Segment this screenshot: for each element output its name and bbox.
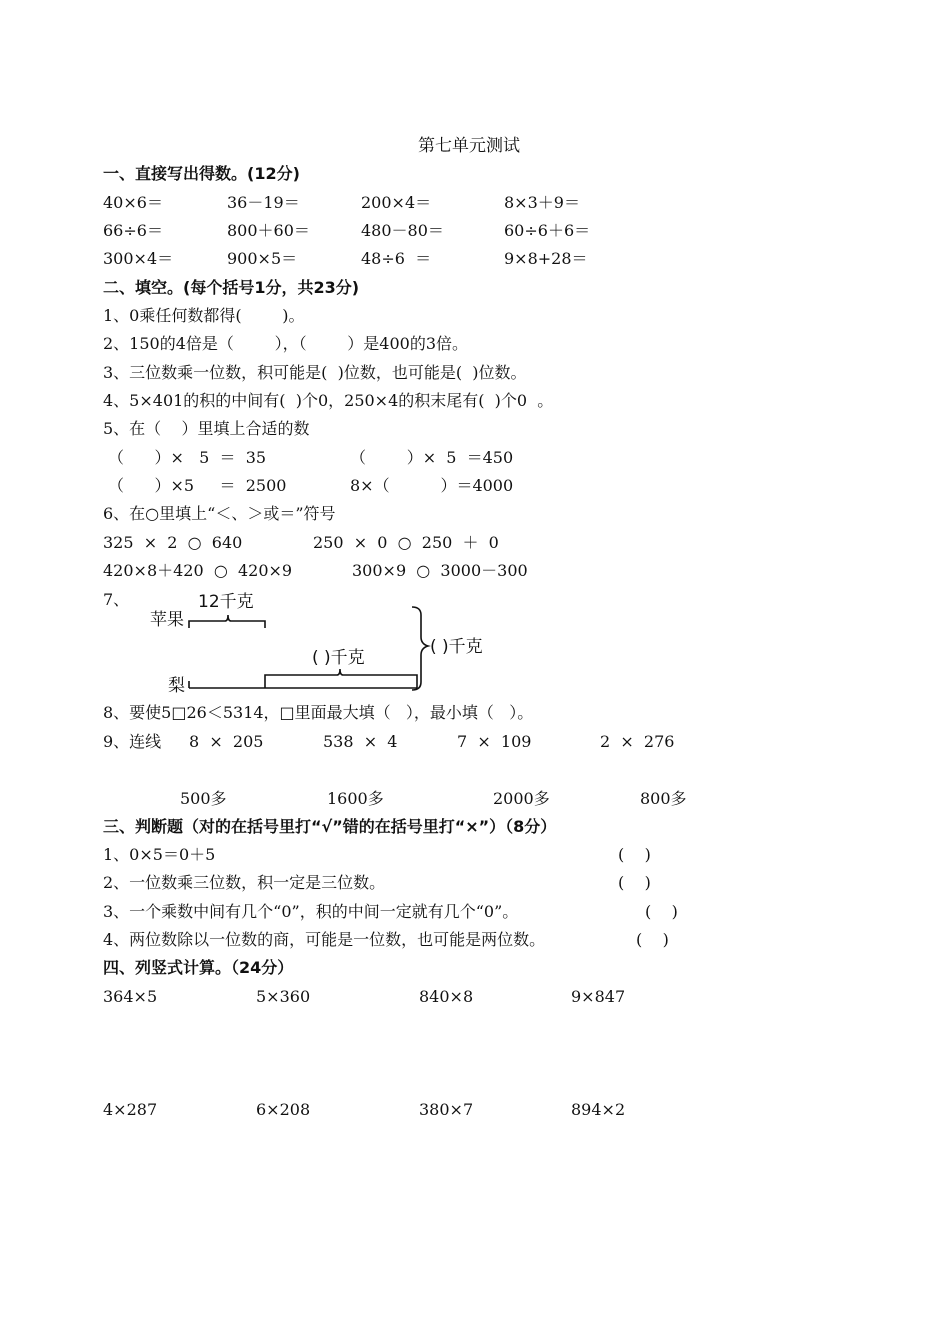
total-label: ( )千克 (430, 637, 483, 657)
total-brace (412, 607, 428, 690)
s2-question-3: 3、三位数乘一位数，积可能是( )位数，也可能是( )位数。 (103, 363, 527, 382)
s3-item-mark: ( ) (618, 873, 651, 892)
s1-item: 40×6＝ (103, 193, 163, 212)
apple-bracket (189, 615, 265, 628)
s4-problem: 9×847 (571, 987, 626, 1006)
s3-item: 2、一位数乘三位数，积一定是三位数。 (103, 873, 386, 892)
s2-question-8: 8、要使5□26＜5314，□里面最大填（ ），最小填（ ）。 (103, 703, 534, 722)
apple-pear-diagram (140, 585, 560, 700)
pear-label: 梨 (168, 676, 185, 696)
s2-q5-a: （ ）× 5 ＝ 35 (108, 448, 267, 467)
s2-q5-c: （ ）×5 ＝ 2500 (108, 476, 287, 495)
pear-part-bracket (265, 669, 417, 681)
q9-answer: 500多 (180, 789, 227, 808)
s3-item-mark: ( ) (636, 930, 669, 949)
s1-item: 900×5＝ (227, 249, 298, 268)
apple-weight-label: 12千克 (198, 592, 254, 612)
s1-item: 8×3＋9＝ (504, 193, 580, 212)
page-title: 第七单元测试 (418, 136, 520, 156)
s4-problem: 364×5 (103, 987, 158, 1006)
s1-item: 9×8+28＝ (504, 249, 588, 268)
s3-item-mark: ( ) (618, 845, 651, 864)
section-2-heading: 二、填空。(每个括号1分，共23分) (103, 278, 360, 297)
s1-item: 36－19＝ (227, 193, 300, 212)
pear-part-label: ( )千克 (312, 648, 365, 668)
s1-item: 300×4＝ (103, 249, 174, 268)
s2-question-7: 7、 (103, 590, 130, 609)
s3-item: 4、两位数除以一位数的商，可能是一位数，也可能是两位数。 (103, 930, 546, 949)
s2-question-9: 9、连线 (103, 732, 162, 751)
s4-problem: 6×208 (256, 1100, 311, 1119)
q9-expression: 2 × 276 (600, 732, 675, 751)
s4-problem: 840×8 (419, 987, 474, 1006)
section-3-heading: 三、判断题（对的在括号里打“√”错的在括号里打“×”）（8分） (103, 817, 557, 836)
s3-item: 1、0×5＝0＋5 (103, 845, 216, 864)
s3-item: 3、一个乘数中间有几个“0”，积的中间一定就有几个“0”。 (103, 902, 519, 921)
q9-expression: 8 × 205 (189, 732, 264, 751)
s2-q6-d: 300×9 ○ 3000－300 (352, 561, 528, 580)
q9-expression: 7 × 109 (457, 732, 532, 751)
q9-answer: 1600多 (327, 789, 384, 808)
s2-question-2: 2、150的4倍是（ ），（ ）是400的3倍。 (103, 334, 468, 353)
s1-item: 200×4＝ (361, 193, 432, 212)
apple-label: 苹果 (150, 610, 184, 630)
s4-problem: 894×2 (571, 1100, 626, 1119)
s2-q5-d: 8×（ ）＝4000 (350, 476, 514, 495)
s2-question-5: 5、在（ ）里填上合适的数 (103, 419, 310, 438)
s2-question-6: 6、在○里填上“＜、＞或＝”符号 (103, 504, 336, 523)
s2-q6-c: 420×8＋420 ○ 420×9 (103, 561, 293, 580)
s4-problem: 4×287 (103, 1100, 158, 1119)
s4-problem: 380×7 (419, 1100, 474, 1119)
s2-question-4: 4、5×401的积的中间有( )个0，250×4的积末尾有( )个0 。 (103, 391, 554, 410)
s2-q6-b: 250 × 0 ○ 250 ＋ 0 (313, 533, 499, 552)
s1-item: 480－80＝ (361, 221, 444, 240)
section-4-heading: 四、列竖式计算。（24分） (103, 958, 294, 977)
s1-item: 48÷6 ＝ (361, 249, 432, 268)
s1-item: 60÷6＋6＝ (504, 221, 591, 240)
section-1-heading: 一、直接写出得数。(12分) (103, 164, 300, 183)
q9-expression: 538 × 4 (323, 732, 398, 751)
q9-answer: 800多 (640, 789, 687, 808)
s1-item: 66÷6＝ (103, 221, 163, 240)
s3-item-mark: ( ) (645, 902, 678, 921)
s2-question-1: 1、0乘任何数都得( )。 (103, 306, 305, 325)
s1-item: 800＋60＝ (227, 221, 310, 240)
s4-problem: 5×360 (256, 987, 311, 1006)
s2-q6-a: 325 × 2 ○ 640 (103, 533, 243, 552)
q9-answer: 2000多 (493, 789, 550, 808)
s2-q5-b: （ ）× 5 ＝450 (350, 448, 514, 467)
